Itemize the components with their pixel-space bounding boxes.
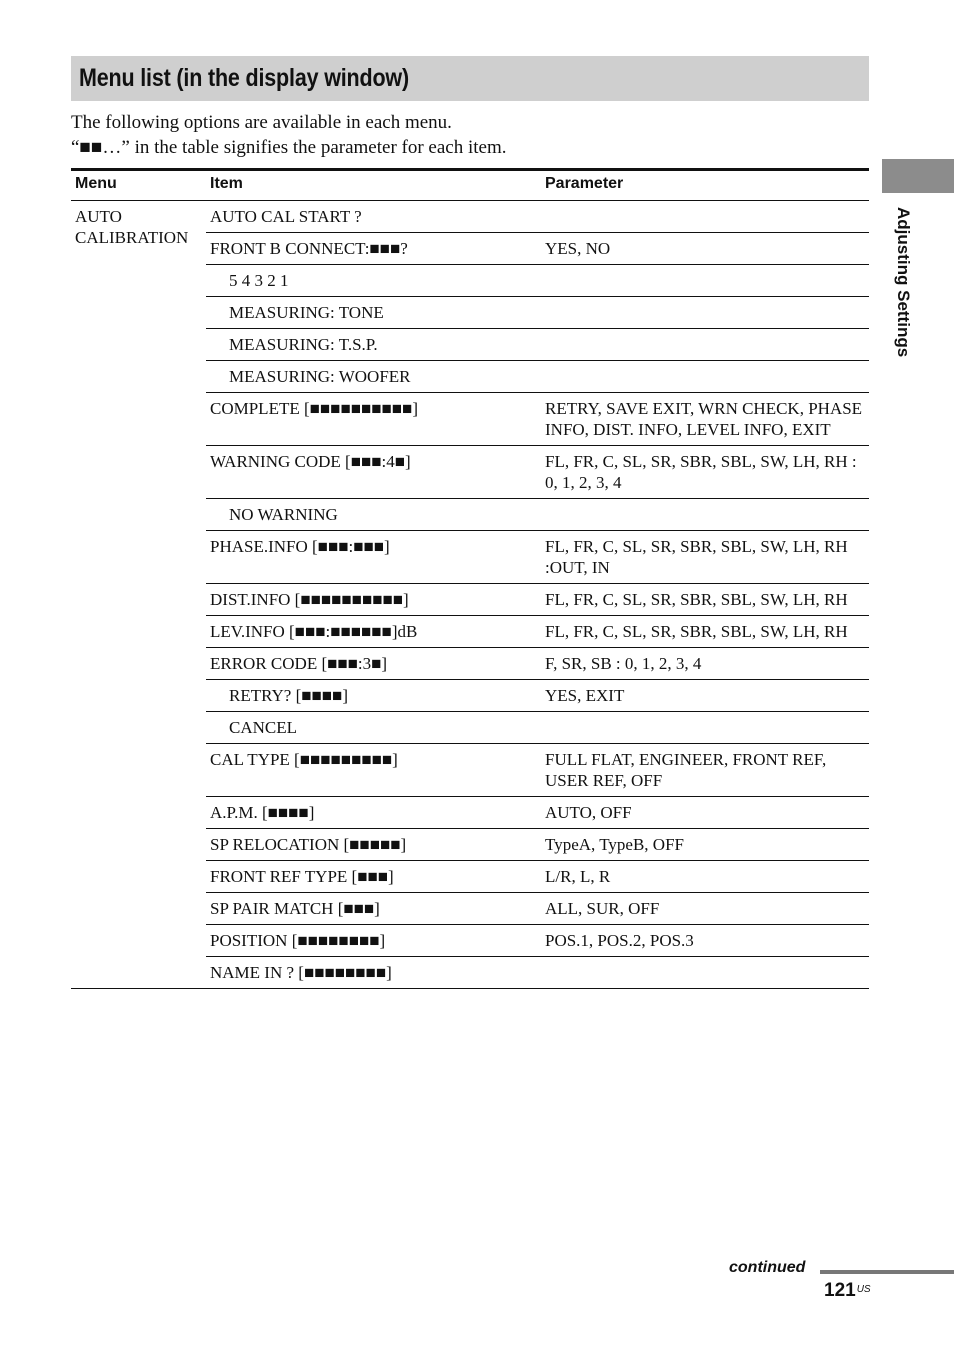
- parameter-cell: ALL, SUR, OFF: [541, 893, 869, 925]
- side-section-label: Adjusting Settings: [894, 207, 913, 358]
- parameter-cell: [541, 712, 869, 744]
- header-parameter: Parameter: [541, 170, 869, 201]
- item-cell: LEV.INFO [■■■:■■■■■■]dB: [206, 616, 541, 648]
- item-cell: NO WARNING: [206, 499, 541, 531]
- parameter-cell: [541, 265, 869, 297]
- parameter-cell: POS.1, POS.2, POS.3: [541, 925, 869, 957]
- intro-line-1: The following options are available in each menu.: [71, 112, 452, 133]
- item-cell: A.P.M. [■■■■]: [206, 797, 541, 829]
- item-cell: DIST.INFO [■■■■■■■■■■]: [206, 584, 541, 616]
- table-row: [71, 201, 869, 233]
- parameter-cell: AUTO, OFF: [541, 797, 869, 829]
- item-cell: RETRY? [■■■■]: [206, 680, 541, 712]
- parameter-cell: YES, EXIT: [541, 680, 869, 712]
- item-cell: MEASURING: T.S.P.: [206, 329, 541, 361]
- item-cell: ERROR CODE [■■■:3■]: [206, 648, 541, 680]
- parameter-cell: FL, FR, C, SL, SR, SBR, SBL, SW, LH, RH: [541, 616, 869, 648]
- item-cell: FRONT REF TYPE [■■■]: [206, 861, 541, 893]
- menu-table: [71, 168, 869, 989]
- item-cell: SP PAIR MATCH [■■■]: [206, 893, 541, 925]
- item-cell: AUTO CAL START ?: [206, 201, 541, 233]
- item-cell: MEASURING: TONE: [206, 297, 541, 329]
- item-cell: PHASE.INFO [■■■:■■■]: [206, 531, 541, 584]
- parameter-cell: FULL FLAT, ENGINEER, FRONT REF, USER REF, OFF: [541, 744, 869, 797]
- table-body: [71, 201, 869, 989]
- page-number: [824, 1280, 871, 1302]
- item-cell: WARNING CODE [■■■:4■]: [206, 446, 541, 499]
- section-title: Menu list (in the display window): [79, 64, 409, 92]
- parameter-cell: [541, 499, 869, 531]
- page-number-suffix: US: [856, 1284, 871, 1295]
- header-menu: Menu: [71, 170, 206, 201]
- item-cell: COMPLETE [■■■■■■■■■■]: [206, 393, 541, 446]
- parameter-cell: RETRY, SAVE EXIT, WRN CHECK, PHASE INFO, DIST. INFO, LEVEL INFO, EXIT: [541, 393, 869, 446]
- item-cell: FRONT B CONNECT:■■■?: [206, 233, 541, 265]
- parameter-cell: FL, FR, C, SL, SR, SBR, SBL, SW, LH, RH :OUT, IN: [541, 531, 869, 584]
- item-cell: POSITION [■■■■■■■■]: [206, 925, 541, 957]
- page-number-value: 121: [824, 1280, 856, 1301]
- item-cell: MEASURING: WOOFER: [206, 361, 541, 393]
- item-cell: CAL TYPE [■■■■■■■■■]: [206, 744, 541, 797]
- item-cell: CANCEL: [206, 712, 541, 744]
- parameter-cell: L/R, L, R: [541, 861, 869, 893]
- parameter-cell: FL, FR, C, SL, SR, SBR, SBL, SW, LH, RH: [541, 584, 869, 616]
- section-title-bar: [71, 56, 869, 101]
- parameter-cell: TypeA, TypeB, OFF: [541, 829, 869, 861]
- item-cell: 5 4 3 2 1: [206, 265, 541, 297]
- item-cell: SP RELOCATION [■■■■■]: [206, 829, 541, 861]
- continued-label: continued: [729, 1259, 806, 1276]
- parameter-cell: [541, 329, 869, 361]
- side-tab-marker: [882, 159, 954, 193]
- table-header-row: [71, 170, 869, 201]
- header-item: Item: [206, 170, 541, 201]
- intro-text: [71, 110, 871, 160]
- parameter-cell: F, SR, SB : 0, 1, 2, 3, 4: [541, 648, 869, 680]
- parameter-cell: [541, 201, 869, 233]
- item-cell: NAME IN ? [■■■■■■■■]: [206, 957, 541, 989]
- intro-line-2: “■■…” in the table signifies the parameter for each item.: [71, 137, 507, 158]
- parameter-cell: [541, 957, 869, 989]
- menu-cell: AUTO CALIBRATION: [71, 201, 206, 989]
- continued-rule: [820, 1270, 954, 1274]
- parameter-cell: [541, 297, 869, 329]
- parameter-cell: [541, 361, 869, 393]
- parameter-cell: FL, FR, C, SL, SR, SBR, SBL, SW, LH, RH : 0, 1, 2, 3, 4: [541, 446, 869, 499]
- parameter-cell: YES, NO: [541, 233, 869, 265]
